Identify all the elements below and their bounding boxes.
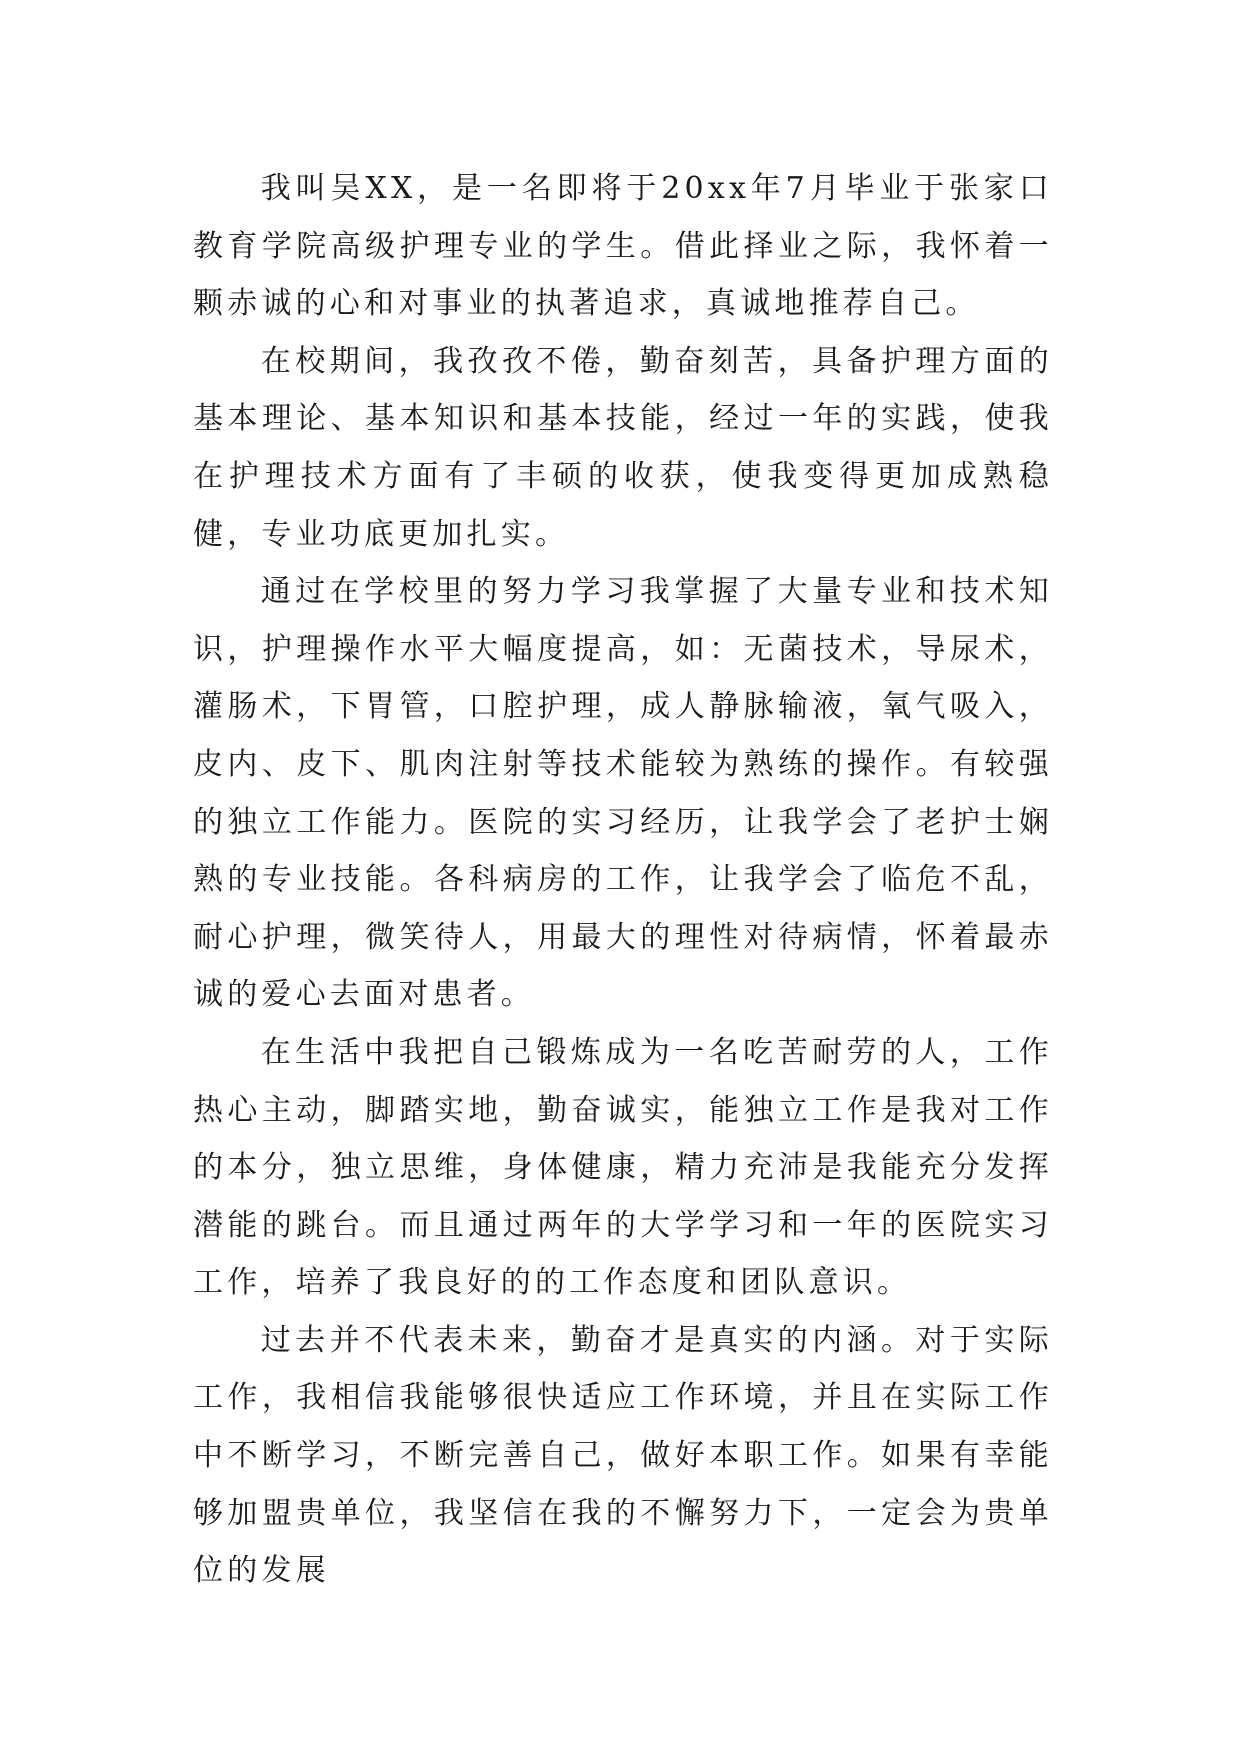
paragraph-personal-life: 在生活中我把自己锻炼成为一名吃苦耐劳的人，工作热心主动，脚踏实地，勤奋诚实，能独立工作是我对工作的本分，独立思维，身体健康，精力充沛是我能充分发挥潜能的跳台。而且通过两年的大学学习和一年的医院实习工作，培养了我良好的的工作态度和团队意识。 (193, 1034, 1053, 1301)
paragraph-nursing-skills: 通过在学校里的努力学习我掌握了大量专业和技术知识，护理操作水平大幅度提高，如：无菌技术，导尿术，灌肠术，下胃管，口腔护理，成人静脉输液，氧气吸入，皮内、皮下、肌肉注射等技术能较为熟练的操作。有较强的独立工作能力。医院的实习经历，让我学会了老护士娴熟的专业技能。各科病房的工作，让我学会了临危不乱，耐心护理，微笑待人，用最大的理性对待病情，怀着最赤诚的爱心去面对患者。 (193, 574, 1053, 1013)
paragraph-school-period: 在校期间，我孜孜不倦，勤奋刻苦，具备护理方面的基本理论、基本知识和基本技能，经过一年的实践，使我在护理技术方面有了丰硕的收获，使我变得更加成熟稳健，专业功底更加扎实。 (193, 343, 1053, 552)
document-body (193, 160, 1053, 1600)
paragraph-introduction: 我叫吴XX，是一名即将于20xx年7月毕业于张家口教育学院高级护理专业的学生。借此择业之际，我怀着一颗赤诚的心和对事业的执著追求，真诚地推荐自己。 (193, 171, 1053, 322)
paragraph-future-commitment: 过去并不代表未来，勤奋才是真实的内涵。对于实际工作，我相信我能够很快适应工作环境，并且在实际工作中不断学习，不断完善自己，做好本职工作。如果有幸能够加盟贵单位，我坚信在我的不懈努力下，一定会为贵单位的发展 (193, 1322, 1053, 1589)
